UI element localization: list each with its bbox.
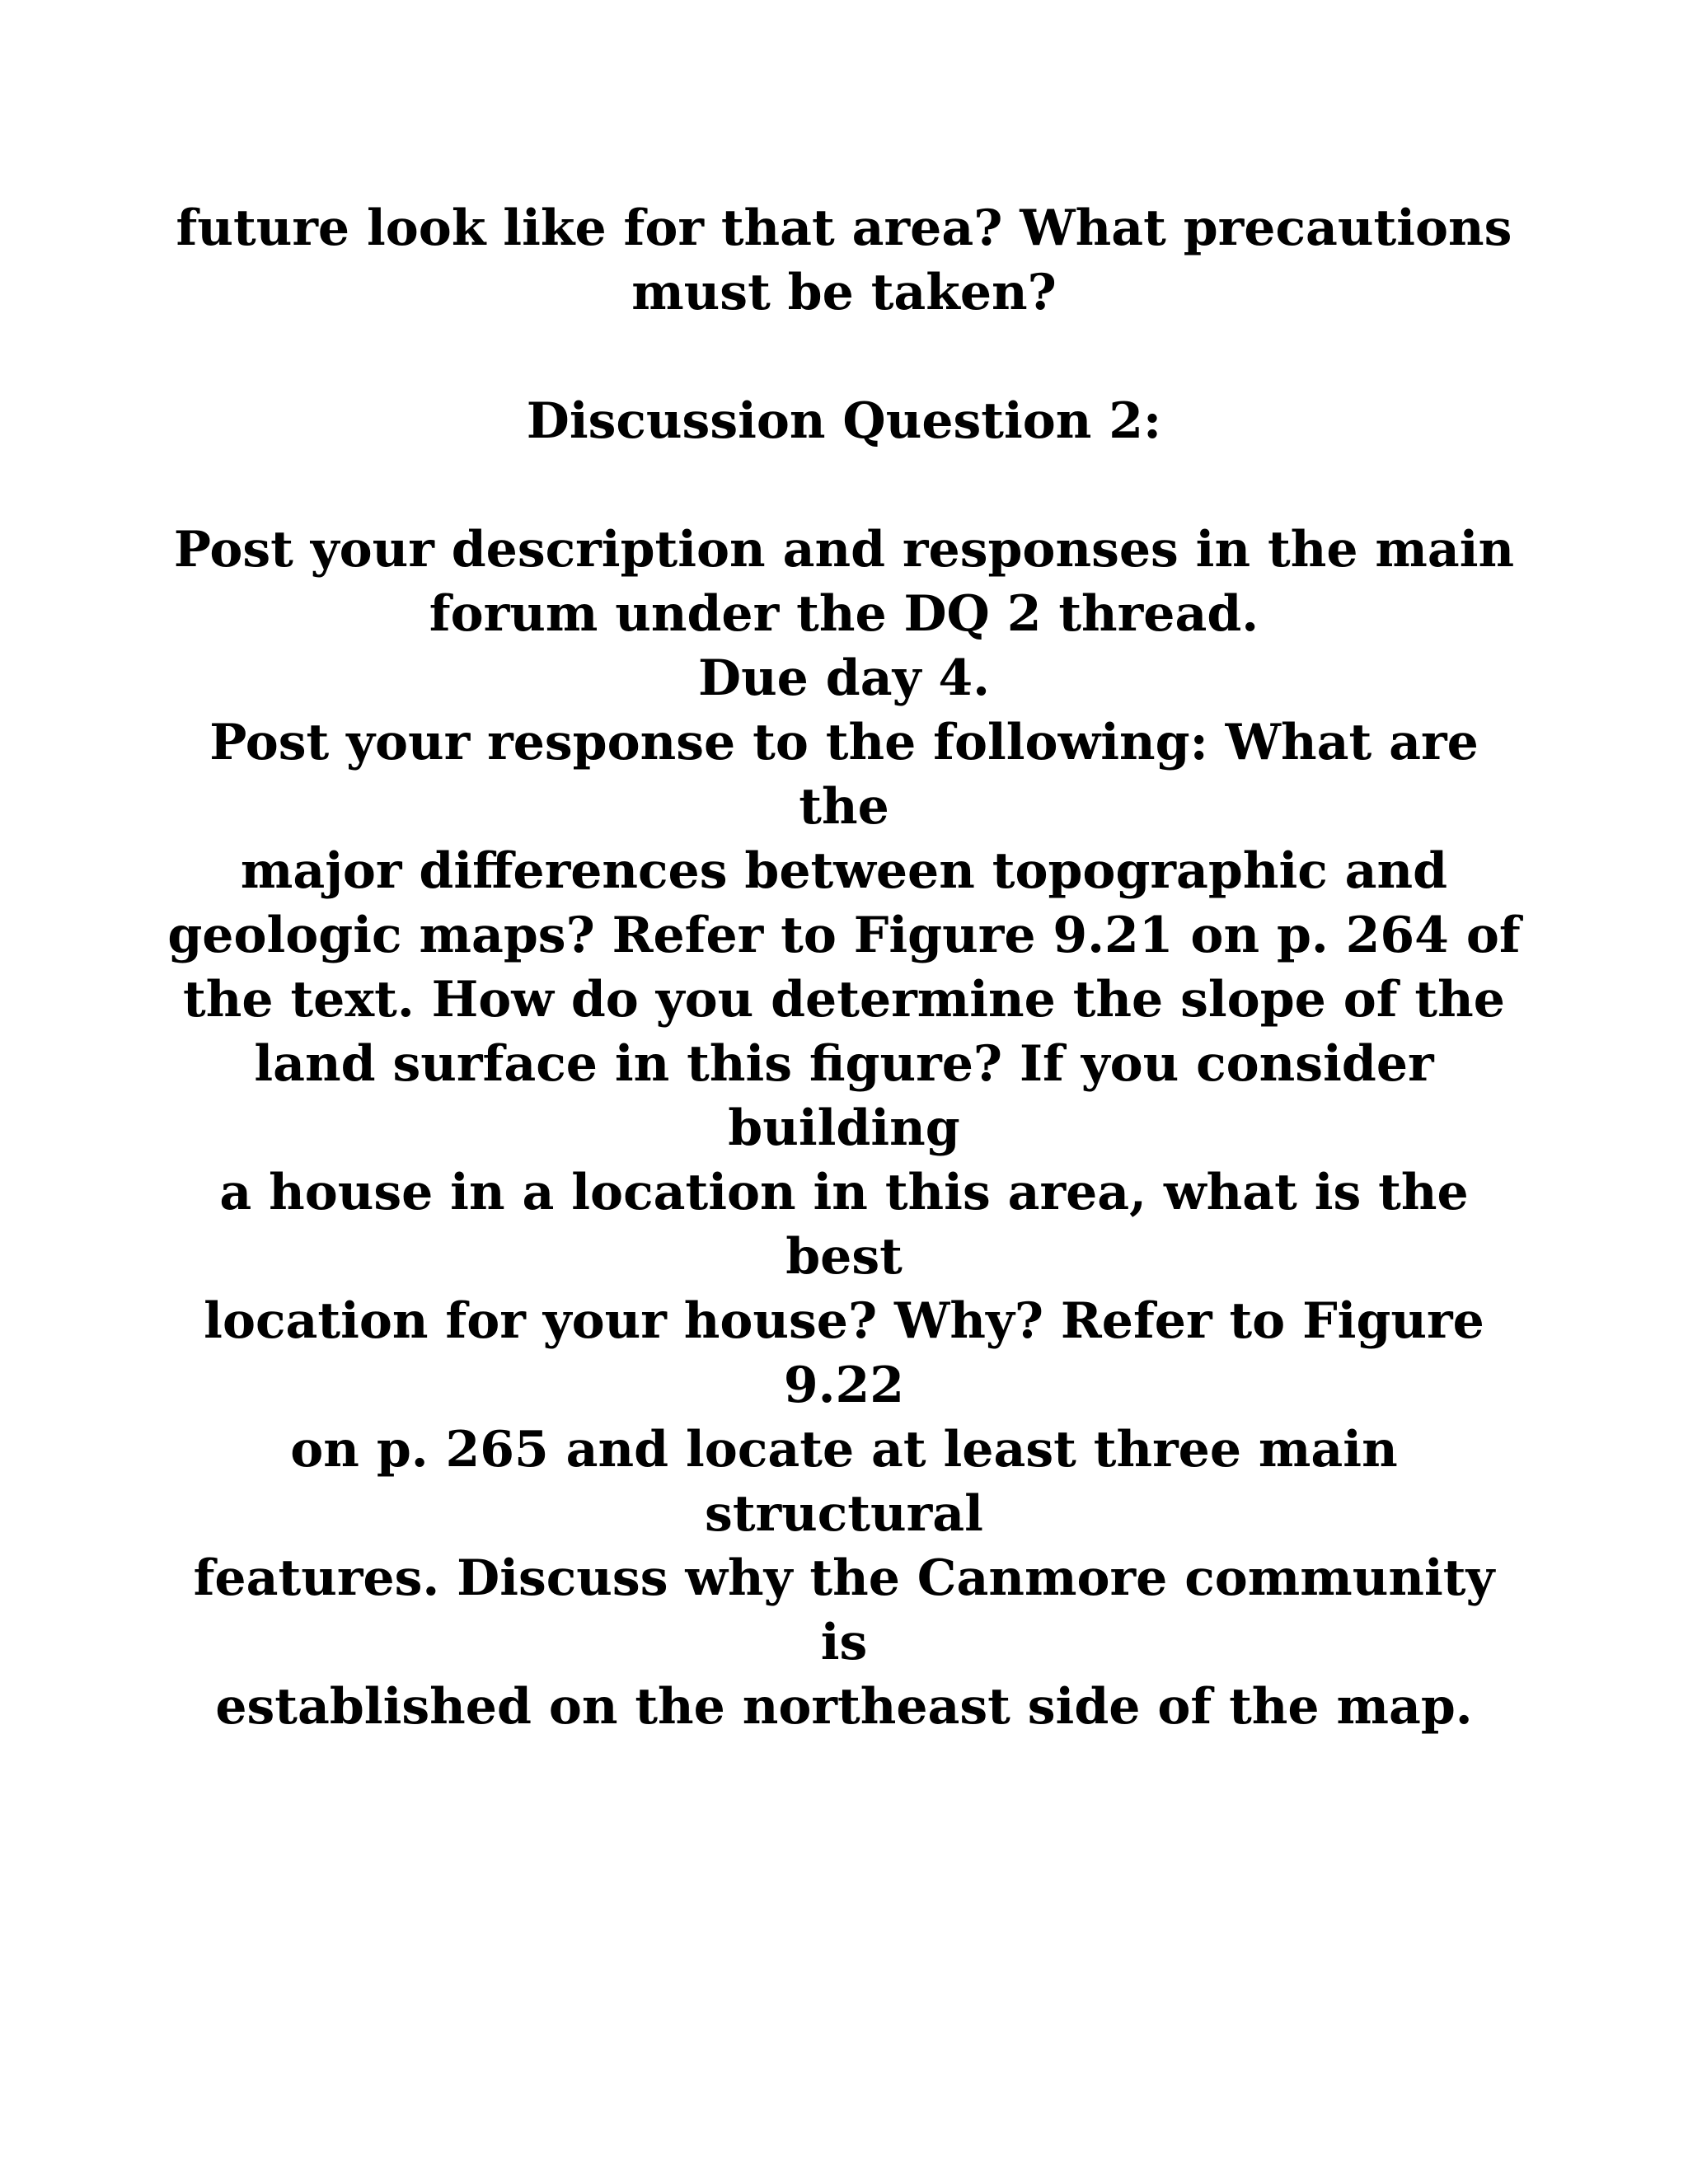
- instruction-paragraph: [165, 518, 1523, 646]
- text-line: geologic maps? Refer to Figure 9.21 on p. 264 of: [167, 907, 1521, 964]
- text-line: features. Discuss why the Canmore community is: [193, 1549, 1495, 1671]
- text-line: established on the northeast side of the map.: [215, 1678, 1473, 1736]
- section-heading: Discussion Question 2:: [526, 392, 1162, 450]
- text-line: land surface in this figure? If you consider building: [254, 1035, 1434, 1157]
- document-body: [165, 196, 1523, 1739]
- text-line: the text. How do you determine the slope of the: [183, 971, 1505, 1029]
- text-line: future look like for that area? What precautions: [176, 199, 1512, 257]
- text-line: Post your response to the following: What are the: [209, 714, 1479, 836]
- due-date: Due day 4.: [698, 649, 990, 707]
- spacer: [165, 453, 1523, 518]
- prompt-paragraph: [165, 710, 1523, 1739]
- text-line: forum under the DQ 2 thread.: [429, 585, 1259, 643]
- text-line: location for your house? Why? Refer to Figure 9.22: [204, 1292, 1484, 1414]
- spacer: [165, 325, 1523, 389]
- text-line: a house in a location in this area, what is the best: [219, 1164, 1469, 1286]
- text-line: on p. 265 and locate at least three main structural: [290, 1421, 1398, 1543]
- text-line: major differences between topographic and: [240, 842, 1448, 900]
- text-line: must be taken?: [631, 264, 1057, 321]
- intro-paragraph: [165, 196, 1523, 325]
- text-line: Post your description and responses in the main: [173, 521, 1515, 579]
